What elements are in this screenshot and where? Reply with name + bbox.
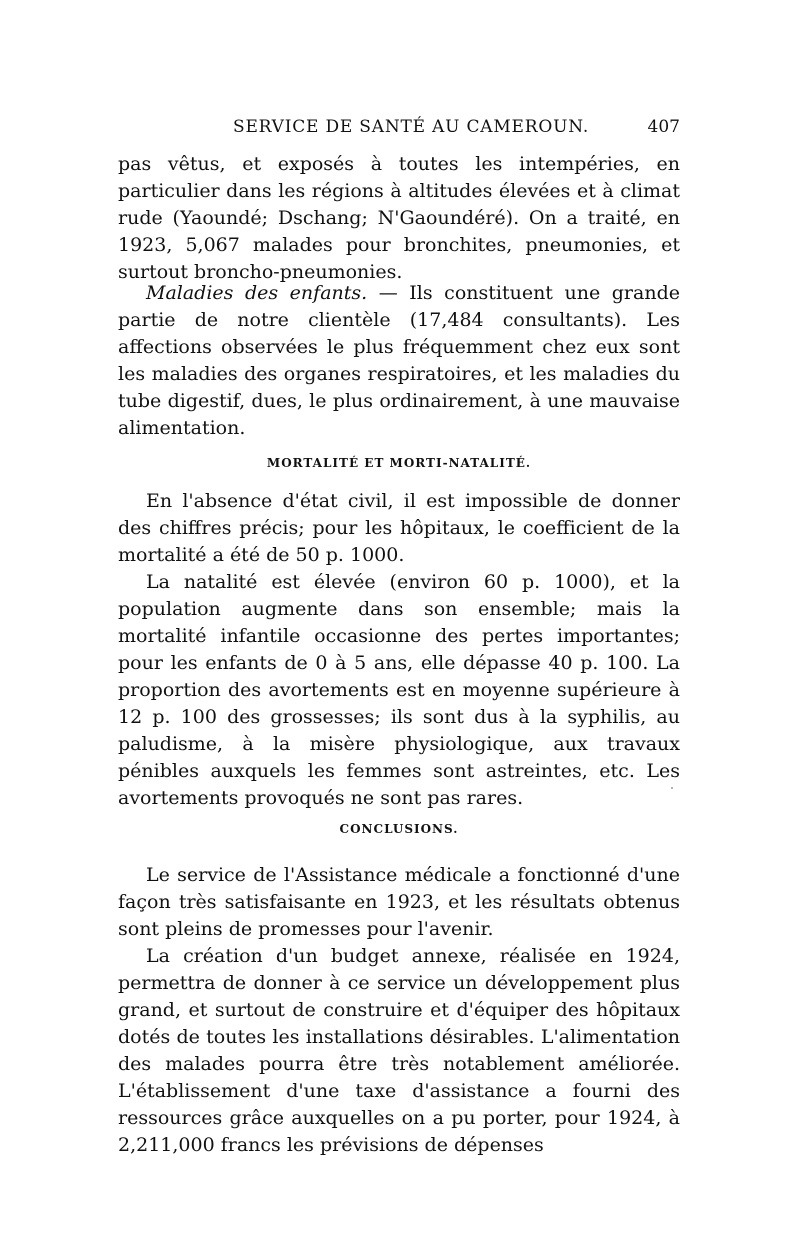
print-speck (671, 787, 673, 789)
paragraph-budget: La création d'un budget annexe, réalisée en 1924, permettra de donner à ce service un développement plus grand, et surtout de construire et d'équiper des hôpitaux dotés de toutes les installations désirables. L'alimentation des malades pourra être très notablement améliorée. L'établissement d'une taxe d'assistance a fourni des ressources grâce auxquelles on a pu porter, pour 1924, à 2,211,000 francs les prévisions de dépenses (118, 945, 680, 1156)
section-lead-children: Maladies des enfants. (146, 282, 368, 304)
page-number: 407 (647, 117, 680, 137)
paragraph-natality: La natalité est élevée (environ 60 p. 1000), et la population augmente dans son ensemble; mais la mortalité infantile occasionne des pertes importantes; pour les enfants de 0 à 5 ans, elle dépasse 40 p. 100. La proportion des avortements est en moyenne supérieure à 12 p. 100 des grossesses; ils sont dus à la syphilis, au paludisme, à la misère physiologique, aux travaux pénibles auxquels les femmes sont astreintes, etc. Les avortements provoqués ne sont pas rares. (118, 571, 680, 809)
paragraph-children-text: — Ils constituent une grande partie de notre clientèle (17,484 consultants). Les affections observées le plus fréquemment chez eux sont les maladies des organes respiratoires, et les maladies du tube digestif, dues, le plus ordinairement, à une mauvaise alimentation. (118, 282, 680, 439)
paragraph-respiratory: pas vêtus, et exposés à toutes les intempéries, en particulier dans les régions à altitudes élevées et à climat rude (Yaoundé; Dschang; N'Gaoundéré). On a traité, en 1923, 5,067 malades pour bronchites, pneumonies, et surtout broncho-pneumonies. (118, 153, 680, 283)
running-head: SERVICE DE SANTÉ AU CAMEROUN. (233, 117, 590, 137)
paragraph-civil-status: En l'absence d'état civil, il est impossible de donner des chiffres précis; pour les hôpitaux, le coefficient de la mortalité a été de 50 p. 1000. (118, 490, 680, 566)
heading-mortalite: MORTALITÉ ET MORTI-NATALITÉ. (266, 456, 532, 470)
page-header (118, 117, 680, 141)
paragraph-children-diseases (118, 280, 680, 442)
paragraph-assistance: Le service de l'Assistance médicale a fonctionné d'une façon très satisfaisante en 1923, et les résultats obtenus sont pleins de promesses pour l'avenir. (118, 864, 680, 940)
heading-conclusions: CONCLUSIONS. (339, 822, 459, 836)
